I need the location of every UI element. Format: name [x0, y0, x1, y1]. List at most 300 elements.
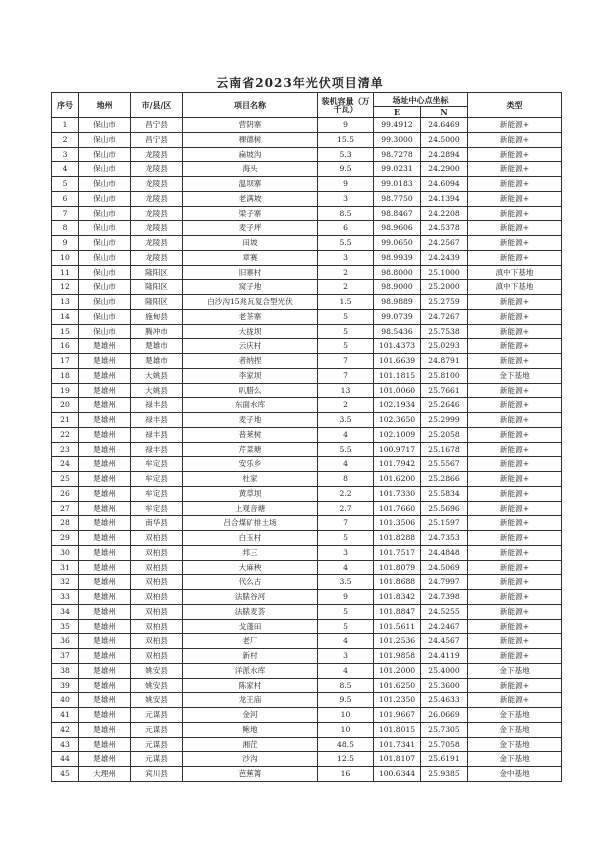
cell-county: 双柏县 [131, 619, 183, 634]
cell-no: 13 [52, 295, 79, 310]
cell-region: 楚雄州 [79, 560, 131, 575]
cell-region: 楚雄州 [79, 693, 131, 708]
cell-no: 22 [52, 427, 79, 442]
cell-no: 28 [52, 516, 79, 531]
cell-n: 24.1394 [421, 191, 468, 206]
cell-project-name: 沙沟 [183, 752, 318, 767]
cell-capacity: 4 [318, 457, 374, 472]
cell-project-name: 杜家 [183, 472, 318, 487]
cell-type: 新能源+ [468, 693, 562, 708]
table-row [52, 368, 562, 383]
cell-n: 24.5000 [421, 132, 468, 147]
cell-type: 新能源+ [468, 590, 562, 605]
cell-project-name: 普莱树 [183, 427, 318, 442]
cell-type: 新能源+ [468, 457, 562, 472]
cell-capacity: 9.5 [318, 162, 374, 177]
table-row [52, 634, 562, 649]
cell-no: 4 [52, 162, 79, 177]
cell-region: 楚雄州 [79, 722, 131, 737]
cell-n: 25.1597 [421, 516, 468, 531]
cell-region: 楚雄州 [79, 590, 131, 605]
cell-type: 新能源+ [468, 442, 562, 457]
table-row [52, 604, 562, 619]
cell-capacity: 5 [318, 531, 374, 546]
cell-project-name: 温坝寨 [183, 177, 318, 192]
cell-capacity: 12.5 [318, 752, 374, 767]
cell-type: 新能源+ [468, 486, 562, 501]
cell-no: 9 [52, 236, 79, 251]
cell-e: 101.8079 [374, 560, 421, 575]
cell-e: 101.7660 [374, 501, 421, 516]
cell-type: 新能源+ [468, 221, 562, 236]
cell-type: 新能源+ [468, 147, 562, 162]
cell-no: 26 [52, 486, 79, 501]
cell-e: 101.8342 [374, 590, 421, 605]
cell-no: 15 [52, 324, 79, 339]
cell-capacity: 2 [318, 265, 374, 280]
cell-n: 24.4119 [421, 649, 468, 664]
cell-no: 44 [52, 752, 79, 767]
cell-n: 24.7267 [421, 309, 468, 324]
cell-project-name: 田坡 [183, 236, 318, 251]
cell-county: 元谋县 [131, 722, 183, 737]
cell-project-name: 云庆村 [183, 339, 318, 354]
cell-capacity: 9 [318, 590, 374, 605]
cell-no: 29 [52, 531, 79, 546]
cell-project-name: 李家坝 [183, 368, 318, 383]
cell-e: 101.4373 [374, 339, 421, 354]
cell-project-name: 龙王庙 [183, 693, 318, 708]
cell-e: 101.7942 [374, 457, 421, 472]
table-row [52, 398, 562, 413]
cell-county: 姚安县 [131, 678, 183, 693]
cell-n: 24.7353 [421, 531, 468, 546]
cell-no: 32 [52, 575, 79, 590]
cell-county: 龙陵县 [131, 221, 183, 236]
cell-type: 新能源+ [468, 560, 562, 575]
header-project-name: 项目名称 [183, 93, 318, 118]
cell-n: 25.2866 [421, 472, 468, 487]
cell-capacity: 7 [318, 368, 374, 383]
cell-county: 施甸县 [131, 309, 183, 324]
cell-capacity: 3.5 [318, 413, 374, 428]
cell-n: 24.2900 [421, 162, 468, 177]
cell-region: 楚雄州 [79, 634, 131, 649]
cell-n: 25.2999 [421, 413, 468, 428]
cell-no: 3 [52, 147, 79, 162]
cell-no: 36 [52, 634, 79, 649]
table-row [52, 590, 562, 605]
cell-n: 24.6469 [421, 118, 468, 133]
cell-project-name: 老厂 [183, 634, 318, 649]
cell-e: 98.9939 [374, 250, 421, 265]
cell-n: 24.6094 [421, 177, 468, 192]
project-table [51, 92, 562, 782]
cell-region: 楚雄州 [79, 516, 131, 531]
cell-type: 新能源+ [468, 339, 562, 354]
cell-county: 隆阳区 [131, 265, 183, 280]
cell-region: 楚雄州 [79, 575, 131, 590]
table-row [52, 265, 562, 280]
cell-county: 双柏县 [131, 575, 183, 590]
cell-no: 7 [52, 206, 79, 221]
cell-region: 楚雄州 [79, 413, 131, 428]
cell-county: 禄丰县 [131, 427, 183, 442]
cell-region: 楚雄州 [79, 752, 131, 767]
cell-no: 40 [52, 693, 79, 708]
cell-e: 102.3650 [374, 413, 421, 428]
cell-capacity: 5 [318, 309, 374, 324]
cell-project-name: 上观音塘 [183, 501, 318, 516]
cell-e: 101.8288 [374, 531, 421, 546]
cell-project-name: 营阴寨 [183, 118, 318, 133]
cell-county: 双柏县 [131, 560, 183, 575]
cell-project-name: 老茶寨 [183, 309, 318, 324]
cell-type: 新能源+ [468, 206, 562, 221]
cell-region: 楚雄州 [79, 427, 131, 442]
cell-n: 25.8100 [421, 368, 468, 383]
cell-region: 保山市 [79, 162, 131, 177]
cell-e: 101.8688 [374, 575, 421, 590]
cell-capacity: 10 [318, 708, 374, 723]
cell-county: 姚安县 [131, 663, 183, 678]
cell-e: 101.9667 [374, 708, 421, 723]
table-row [52, 177, 562, 192]
table-row [52, 516, 562, 531]
cell-n: 24.5255 [421, 604, 468, 619]
cell-county: 腾冲市 [131, 324, 183, 339]
cell-e: 100.9717 [374, 442, 421, 457]
cell-no: 19 [52, 383, 79, 398]
cell-type: 新能源+ [468, 324, 562, 339]
cell-no: 34 [52, 604, 79, 619]
table-row [52, 708, 562, 723]
cell-project-name: 章赛 [183, 250, 318, 265]
cell-type: 新能源+ [468, 413, 562, 428]
table-row [52, 427, 562, 442]
cell-county: 姚安县 [131, 693, 183, 708]
cell-e: 99.0231 [374, 162, 421, 177]
table-row [52, 147, 562, 162]
cell-region: 楚雄州 [79, 398, 131, 413]
cell-region: 保山市 [79, 295, 131, 310]
cell-e: 98.8000 [374, 265, 421, 280]
table-row [52, 280, 562, 295]
cell-type: 新能源+ [468, 118, 562, 133]
cell-e: 98.7750 [374, 191, 421, 206]
cell-capacity: 7 [318, 354, 374, 369]
table-row [52, 309, 562, 324]
cell-project-name: 大麻秧 [183, 560, 318, 575]
header-region: 地州 [79, 93, 131, 118]
table-row [52, 486, 562, 501]
cell-e: 102.1009 [374, 427, 421, 442]
cell-capacity: 8 [318, 472, 374, 487]
cell-capacity: 5.3 [318, 147, 374, 162]
table-row [52, 649, 562, 664]
cell-region: 楚雄州 [79, 354, 131, 369]
cell-county: 隆阳区 [131, 280, 183, 295]
cell-region: 楚雄州 [79, 737, 131, 752]
cell-capacity: 2.2 [318, 486, 374, 501]
cell-county: 龙陵县 [131, 162, 183, 177]
cell-project-name: 法脿麦荟 [183, 604, 318, 619]
cell-n: 25.6191 [421, 752, 468, 767]
cell-region: 保山市 [79, 250, 131, 265]
cell-type: 新能源+ [468, 427, 562, 442]
cell-region: 保山市 [79, 147, 131, 162]
cell-region: 楚雄州 [79, 531, 131, 546]
table-row [52, 722, 562, 737]
cell-capacity: 3 [318, 545, 374, 560]
cell-project-name: 湘茳 [183, 737, 318, 752]
cell-no: 24 [52, 457, 79, 472]
cell-region: 楚雄州 [79, 457, 131, 472]
cell-project-name: 窝子地 [183, 280, 318, 295]
cell-capacity: 7 [318, 516, 374, 531]
header-county: 市/县/区 [131, 93, 183, 118]
table-row [52, 501, 562, 516]
cell-n: 24.7997 [421, 575, 468, 590]
cell-county: 牟定县 [131, 501, 183, 516]
cell-capacity: 2 [318, 398, 374, 413]
cell-capacity: 4 [318, 427, 374, 442]
cell-type: 新能源+ [468, 634, 562, 649]
cell-capacity: 5.5 [318, 236, 374, 251]
cell-project-name: 吕合煤矿排土场 [183, 516, 318, 531]
cell-e: 101.0060 [374, 383, 421, 398]
cell-n: 25.7305 [421, 722, 468, 737]
cell-type: 新能源+ [468, 472, 562, 487]
cell-e: 102.1934 [374, 398, 421, 413]
cell-e: 100.6344 [374, 767, 421, 782]
cell-project-name: 安乐乡 [183, 457, 318, 472]
cell-county: 双柏县 [131, 649, 183, 664]
cell-project-name: 邦三 [183, 545, 318, 560]
cell-type: 新能源+ [468, 250, 562, 265]
cell-n: 25.0293 [421, 339, 468, 354]
cell-capacity: 48.5 [318, 737, 374, 752]
cell-no: 17 [52, 354, 79, 369]
cell-e: 101.2000 [374, 663, 421, 678]
cell-county: 南华县 [131, 516, 183, 531]
cell-project-name: 芭蕉箐 [183, 767, 318, 782]
cell-county: 宾川县 [131, 767, 183, 782]
cell-capacity: 2 [318, 280, 374, 295]
cell-region: 楚雄州 [79, 442, 131, 457]
cell-county: 双柏县 [131, 590, 183, 605]
cell-region: 保山市 [79, 236, 131, 251]
cell-e: 99.4912 [374, 118, 421, 133]
cell-capacity: 2.7 [318, 501, 374, 516]
cell-capacity: 16 [318, 767, 374, 782]
cell-no: 30 [52, 545, 79, 560]
cell-type: 新能源+ [468, 619, 562, 634]
table-row [52, 472, 562, 487]
cell-type: 新能源+ [468, 398, 562, 413]
cell-region: 保山市 [79, 265, 131, 280]
header-type: 类型 [468, 93, 562, 118]
cell-region: 保山市 [79, 118, 131, 133]
cell-n: 24.5069 [421, 560, 468, 575]
cell-county: 楚雄市 [131, 354, 183, 369]
cell-county: 龙陵县 [131, 206, 183, 221]
cell-county: 大姚县 [131, 383, 183, 398]
cell-region: 楚雄州 [79, 339, 131, 354]
cell-county: 禄丰县 [131, 442, 183, 457]
cell-project-name: 金河 [183, 708, 318, 723]
cell-type: 滇中下基地 [468, 280, 562, 295]
cell-n: 25.4000 [421, 663, 468, 678]
table-row [52, 132, 562, 147]
table-row [52, 678, 562, 693]
cell-no: 12 [52, 280, 79, 295]
cell-type: 金下基地 [468, 708, 562, 723]
table-row [52, 575, 562, 590]
header-e: E [374, 107, 421, 118]
cell-no: 33 [52, 590, 79, 605]
cell-region: 楚雄州 [79, 472, 131, 487]
cell-county: 元谋县 [131, 708, 183, 723]
cell-n: 24.2894 [421, 147, 468, 162]
cell-county: 龙陵县 [131, 191, 183, 206]
cell-n: 25.9385 [421, 767, 468, 782]
cell-capacity: 4 [318, 560, 374, 575]
cell-no: 1 [52, 118, 79, 133]
cell-e: 101.8015 [374, 722, 421, 737]
cell-type: 新能源+ [468, 162, 562, 177]
cell-capacity: 8.5 [318, 678, 374, 693]
cell-type: 新能源+ [468, 383, 562, 398]
cell-project-name: 海头 [183, 162, 318, 177]
cell-region: 楚雄州 [79, 619, 131, 634]
cell-type: 新能源+ [468, 649, 562, 664]
cell-e: 99.3000 [374, 132, 421, 147]
cell-project-name: 陈家村 [183, 678, 318, 693]
table-row [52, 663, 562, 678]
cell-capacity: 9.5 [318, 693, 374, 708]
cell-no: 43 [52, 737, 79, 752]
cell-n: 25.2759 [421, 295, 468, 310]
cell-county: 双柏县 [131, 545, 183, 560]
cell-e: 101.7330 [374, 486, 421, 501]
cell-region: 保山市 [79, 280, 131, 295]
table-row [52, 619, 562, 634]
cell-n: 25.5834 [421, 486, 468, 501]
cell-region: 楚雄州 [79, 604, 131, 619]
cell-project-name: 稞德树 [183, 132, 318, 147]
cell-type: 新能源+ [468, 132, 562, 147]
cell-e: 101.7517 [374, 545, 421, 560]
cell-county: 禄丰县 [131, 398, 183, 413]
table-row [52, 339, 562, 354]
cell-e: 101.8107 [374, 752, 421, 767]
cell-no: 38 [52, 663, 79, 678]
cell-e: 101.9858 [374, 649, 421, 664]
table-row [52, 354, 562, 369]
cell-county: 禄丰县 [131, 413, 183, 428]
cell-n: 25.2058 [421, 427, 468, 442]
cell-region: 楚雄州 [79, 649, 131, 664]
cell-type: 金下基地 [468, 663, 562, 678]
cell-type: 新能源+ [468, 516, 562, 531]
cell-project-name: 芹菜塘 [183, 442, 318, 457]
cell-region: 楚雄州 [79, 383, 131, 398]
table-row [52, 191, 562, 206]
cell-project-name: 东面水库 [183, 398, 318, 413]
cell-no: 25 [52, 472, 79, 487]
cell-project-name: 法脿谷河 [183, 590, 318, 605]
cell-e: 98.9889 [374, 295, 421, 310]
cell-type: 新能源+ [468, 545, 562, 560]
cell-no: 37 [52, 649, 79, 664]
cell-capacity: 6 [318, 221, 374, 236]
cell-region: 楚雄州 [79, 501, 131, 516]
cell-capacity: 5 [318, 619, 374, 634]
cell-no: 11 [52, 265, 79, 280]
cell-e: 99.0183 [374, 177, 421, 192]
cell-n: 24.2439 [421, 250, 468, 265]
cell-e: 101.1815 [374, 368, 421, 383]
cell-e: 98.9606 [374, 221, 421, 236]
cell-county: 双柏县 [131, 531, 183, 546]
cell-no: 2 [52, 132, 79, 147]
cell-type: 新能源+ [468, 501, 562, 516]
table-row [52, 767, 562, 782]
cell-county: 双柏县 [131, 634, 183, 649]
cell-region: 保山市 [79, 206, 131, 221]
cell-e: 98.8467 [374, 206, 421, 221]
cell-e: 99.0650 [374, 236, 421, 251]
table-row [52, 531, 562, 546]
cell-county: 双柏县 [131, 604, 183, 619]
document-title: 云南省2023年光伏项目清单 [216, 76, 384, 90]
cell-type: 新能源+ [468, 678, 562, 693]
cell-type: 新能源+ [468, 191, 562, 206]
cell-e: 101.3506 [374, 516, 421, 531]
cell-n: 24.7398 [421, 590, 468, 605]
cell-capacity: 10 [318, 722, 374, 737]
cell-project-name: 大拢坝 [183, 324, 318, 339]
table-row [52, 221, 562, 236]
cell-county: 龙陵县 [131, 147, 183, 162]
cell-capacity: 9 [318, 177, 374, 192]
cell-n: 25.1678 [421, 442, 468, 457]
cell-no: 41 [52, 708, 79, 723]
cell-n: 25.7538 [421, 324, 468, 339]
cell-region: 楚雄州 [79, 678, 131, 693]
cell-county: 龙陵县 [131, 236, 183, 251]
cell-region: 楚雄州 [79, 368, 131, 383]
cell-county: 元谋县 [131, 752, 183, 767]
cell-no: 39 [52, 678, 79, 693]
cell-no: 23 [52, 442, 79, 457]
cell-no: 6 [52, 191, 79, 206]
cell-e: 101.7341 [374, 737, 421, 752]
cell-region: 保山市 [79, 132, 131, 147]
cell-e: 101.2350 [374, 693, 421, 708]
table-row [52, 737, 562, 752]
cell-n: 24.2567 [421, 236, 468, 251]
cell-n: 24.4848 [421, 545, 468, 560]
cell-type: 新能源+ [468, 309, 562, 324]
cell-project-name: 新村 [183, 649, 318, 664]
cell-capacity: 5 [318, 339, 374, 354]
cell-n: 24.2467 [421, 619, 468, 634]
cell-n: 25.4633 [421, 693, 468, 708]
cell-e: 101.5611 [374, 619, 421, 634]
table-row [52, 457, 562, 472]
